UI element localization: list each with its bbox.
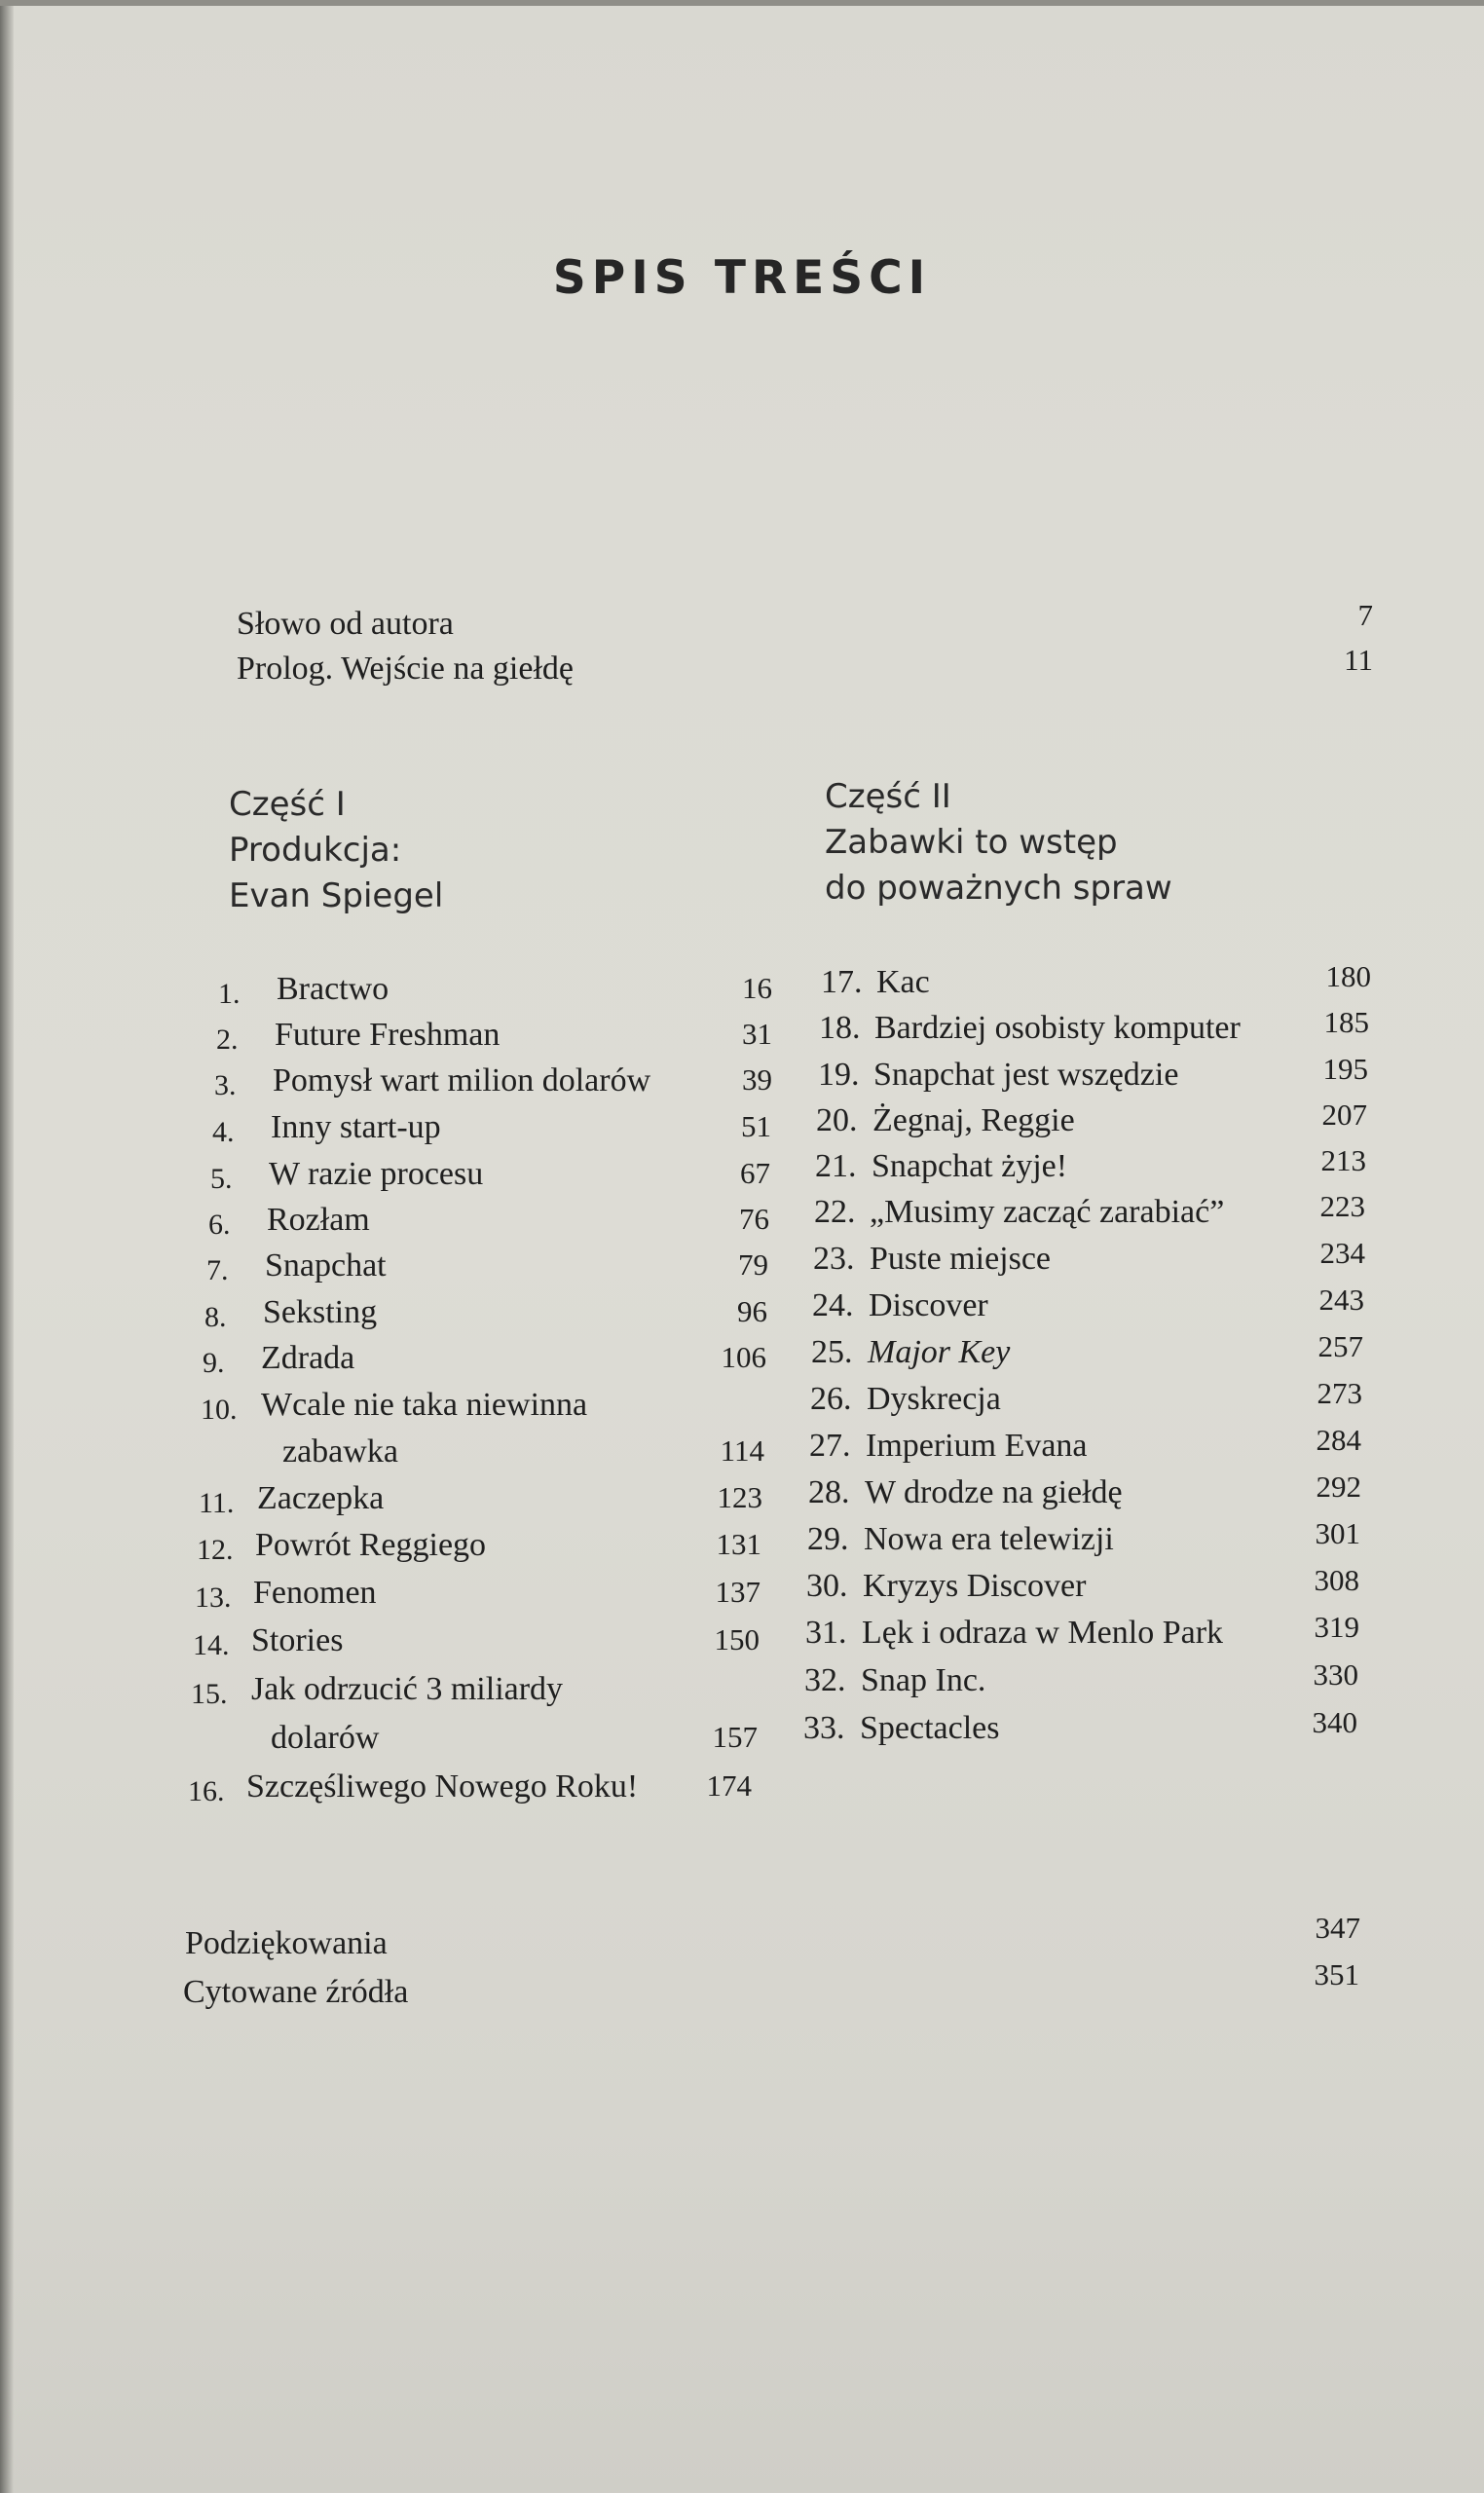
chapter-number: 8. [204, 1301, 227, 1333]
chapter-title: Rozłam [267, 1202, 370, 1238]
chapter-title: Zaczepka [257, 1480, 385, 1516]
chapter-title-continued: dolarów [271, 1720, 380, 1756]
chapter-title: Imperium Evana [866, 1428, 1088, 1464]
chapter-number: 22. [814, 1194, 856, 1230]
part-1-heading-line: Część I [229, 785, 346, 824]
chapter-number: 3. [214, 1069, 237, 1101]
chapter-page: 150 [714, 1622, 760, 1656]
chapter-title: Stories [251, 1622, 344, 1658]
chapter-number: 6. [208, 1209, 231, 1241]
chapter-title: W drodze na giełdę [865, 1474, 1123, 1510]
chapter-number: 24. [812, 1287, 854, 1323]
chapter-title: Pomysł wart milion dolarów [273, 1062, 651, 1098]
chapter-title: Dyskrecja [867, 1381, 1001, 1417]
chapter-title: Żegnaj, Reggie [872, 1102, 1075, 1138]
front-matter-label: Słowo od autora [237, 606, 454, 642]
part-1-heading [229, 782, 443, 919]
part-2-heading-line: Część II [825, 777, 951, 816]
chapter-page: 213 [1320, 1143, 1366, 1177]
chapter-title: Kryzys Discover [863, 1568, 1087, 1604]
chapter-title: Lęk i odraza w Menlo Park [862, 1615, 1224, 1651]
chapter-page: 31 [742, 1017, 772, 1051]
chapter-number: 13. [195, 1581, 232, 1614]
chapter-number: 7. [206, 1254, 229, 1286]
chapter-number: 9. [203, 1347, 225, 1379]
chapter-page: 76 [739, 1202, 769, 1236]
chapter-title: W razie procesu [269, 1156, 484, 1192]
chapter-title: „Musimy zacząć zarabiać” [870, 1194, 1225, 1230]
chapter-number: 11. [199, 1487, 235, 1519]
chapter-number: 30. [806, 1568, 848, 1604]
chapter-number: 16. [188, 1775, 225, 1807]
chapter-page: 131 [716, 1527, 761, 1561]
chapter-page: 79 [738, 1247, 768, 1282]
chapter-page: 195 [1322, 1052, 1368, 1086]
chapter-page: 180 [1325, 959, 1371, 993]
chapter-page: 234 [1319, 1236, 1365, 1270]
chapter-number: 31. [805, 1615, 847, 1651]
chapter-number: 14. [193, 1629, 230, 1661]
chapter-page: 319 [1314, 1610, 1359, 1644]
page-top-edge [0, 0, 1484, 6]
page-edge-shadow [0, 0, 14, 2493]
front-matter-page: 7 [1357, 598, 1373, 632]
chapter-number: 26. [810, 1381, 852, 1417]
chapter-page: 157 [712, 1720, 758, 1754]
part-1-heading-line: Produkcja: [229, 831, 402, 870]
chapter-page: 96 [737, 1294, 767, 1328]
chapter-page: 330 [1313, 1657, 1358, 1692]
chapter-title: Fenomen [253, 1575, 377, 1611]
chapter-page: 137 [715, 1575, 761, 1609]
chapter-number: 12. [197, 1534, 234, 1566]
back-matter-label: Cytowane źródła [183, 1974, 409, 2010]
chapter-page: 185 [1323, 1005, 1369, 1039]
chapter-title: Kac [876, 964, 930, 1000]
chapter-title-continued: zabawka [282, 1433, 398, 1470]
chapter-title: Future Freshman [275, 1017, 501, 1053]
chapter-number: 1. [218, 978, 241, 1010]
chapter-title: Wcale nie taka niewinna [261, 1387, 588, 1423]
chapter-page: 123 [717, 1480, 762, 1514]
chapter-page: 114 [720, 1433, 764, 1468]
chapter-title: Snap Inc. [861, 1662, 986, 1698]
chapter-page: 273 [1317, 1376, 1362, 1410]
chapter-number: 15. [191, 1678, 228, 1710]
chapter-number: 18. [819, 1010, 861, 1046]
back-matter-page: 347 [1315, 1911, 1360, 1945]
chapter-page: 207 [1321, 1098, 1367, 1132]
chapter-page: 340 [1312, 1705, 1357, 1739]
chapter-title: Bardziej osobisty komputer [874, 1010, 1241, 1046]
chapter-page: 51 [741, 1109, 771, 1143]
chapter-number: 21. [815, 1148, 857, 1184]
chapter-page: 106 [721, 1340, 766, 1374]
chapter-number: 17. [821, 964, 863, 1000]
chapter-page: 284 [1316, 1423, 1361, 1457]
chapter-title: Snapchat żyje! [872, 1148, 1068, 1184]
chapter-page: 223 [1319, 1189, 1365, 1223]
chapter-page: 39 [742, 1062, 772, 1097]
chapter-title: Szczęśliwego Nowego Roku! [246, 1768, 639, 1805]
chapter-number: 27. [809, 1428, 851, 1464]
chapter-page: 174 [706, 1768, 752, 1803]
part-2-heading [825, 774, 1172, 912]
chapter-number: 28. [808, 1474, 850, 1510]
front-matter-label: Prolog. Wejście na giełdę [237, 651, 574, 687]
back-matter-page: 351 [1314, 1957, 1359, 1991]
chapter-title: Discover [869, 1287, 988, 1323]
chapter-title: Inny start-up [271, 1109, 441, 1145]
chapter-page: 292 [1316, 1470, 1361, 1504]
chapter-number: 5. [210, 1163, 233, 1195]
chapter-title: Spectacles [860, 1710, 1000, 1746]
chapter-number: 10. [201, 1394, 238, 1426]
chapter-page: 308 [1314, 1563, 1359, 1597]
part-2-heading-line: do poważnych spraw [825, 869, 1172, 908]
chapter-page: 257 [1317, 1329, 1363, 1363]
chapter-number: 29. [807, 1521, 849, 1557]
chapter-page: 301 [1315, 1516, 1360, 1550]
chapter-number: 19. [818, 1057, 860, 1093]
front-matter-page: 11 [1344, 643, 1373, 677]
part-2-heading-line: Zabawki to wstęp [825, 823, 1118, 862]
chapter-title: Zdrada [261, 1340, 355, 1376]
chapter-title: Seksting [263, 1294, 378, 1330]
back-matter-label: Podziękowania [185, 1925, 388, 1961]
chapter-page: 16 [742, 971, 772, 1005]
page-title: SPIS TREŚCI [552, 251, 932, 305]
chapter-title: Puste miejsce [870, 1241, 1052, 1277]
chapter-title: Snapchat [265, 1247, 387, 1284]
chapter-number: 2. [216, 1023, 239, 1056]
chapter-number: 20. [816, 1102, 858, 1138]
part-1-heading-line: Evan Spiegel [229, 876, 444, 915]
chapter-number: 25. [811, 1334, 853, 1370]
chapter-number: 23. [813, 1241, 855, 1277]
chapter-number: 4. [212, 1116, 235, 1148]
chapter-title: Snapchat jest wszędzie [873, 1057, 1179, 1093]
chapter-title: Jak odrzucić 3 miliardy [251, 1671, 564, 1707]
chapter-title: Powrót Reggiego [255, 1527, 487, 1563]
chapter-title: Major Key [868, 1334, 1011, 1370]
chapter-number: 32. [804, 1662, 846, 1698]
chapter-title: Nowa era telewizji [864, 1521, 1114, 1557]
chapter-page: 243 [1318, 1283, 1364, 1317]
chapter-number: 33. [803, 1710, 845, 1746]
chapter-title: Bractwo [277, 971, 390, 1007]
chapter-page: 67 [740, 1156, 770, 1190]
